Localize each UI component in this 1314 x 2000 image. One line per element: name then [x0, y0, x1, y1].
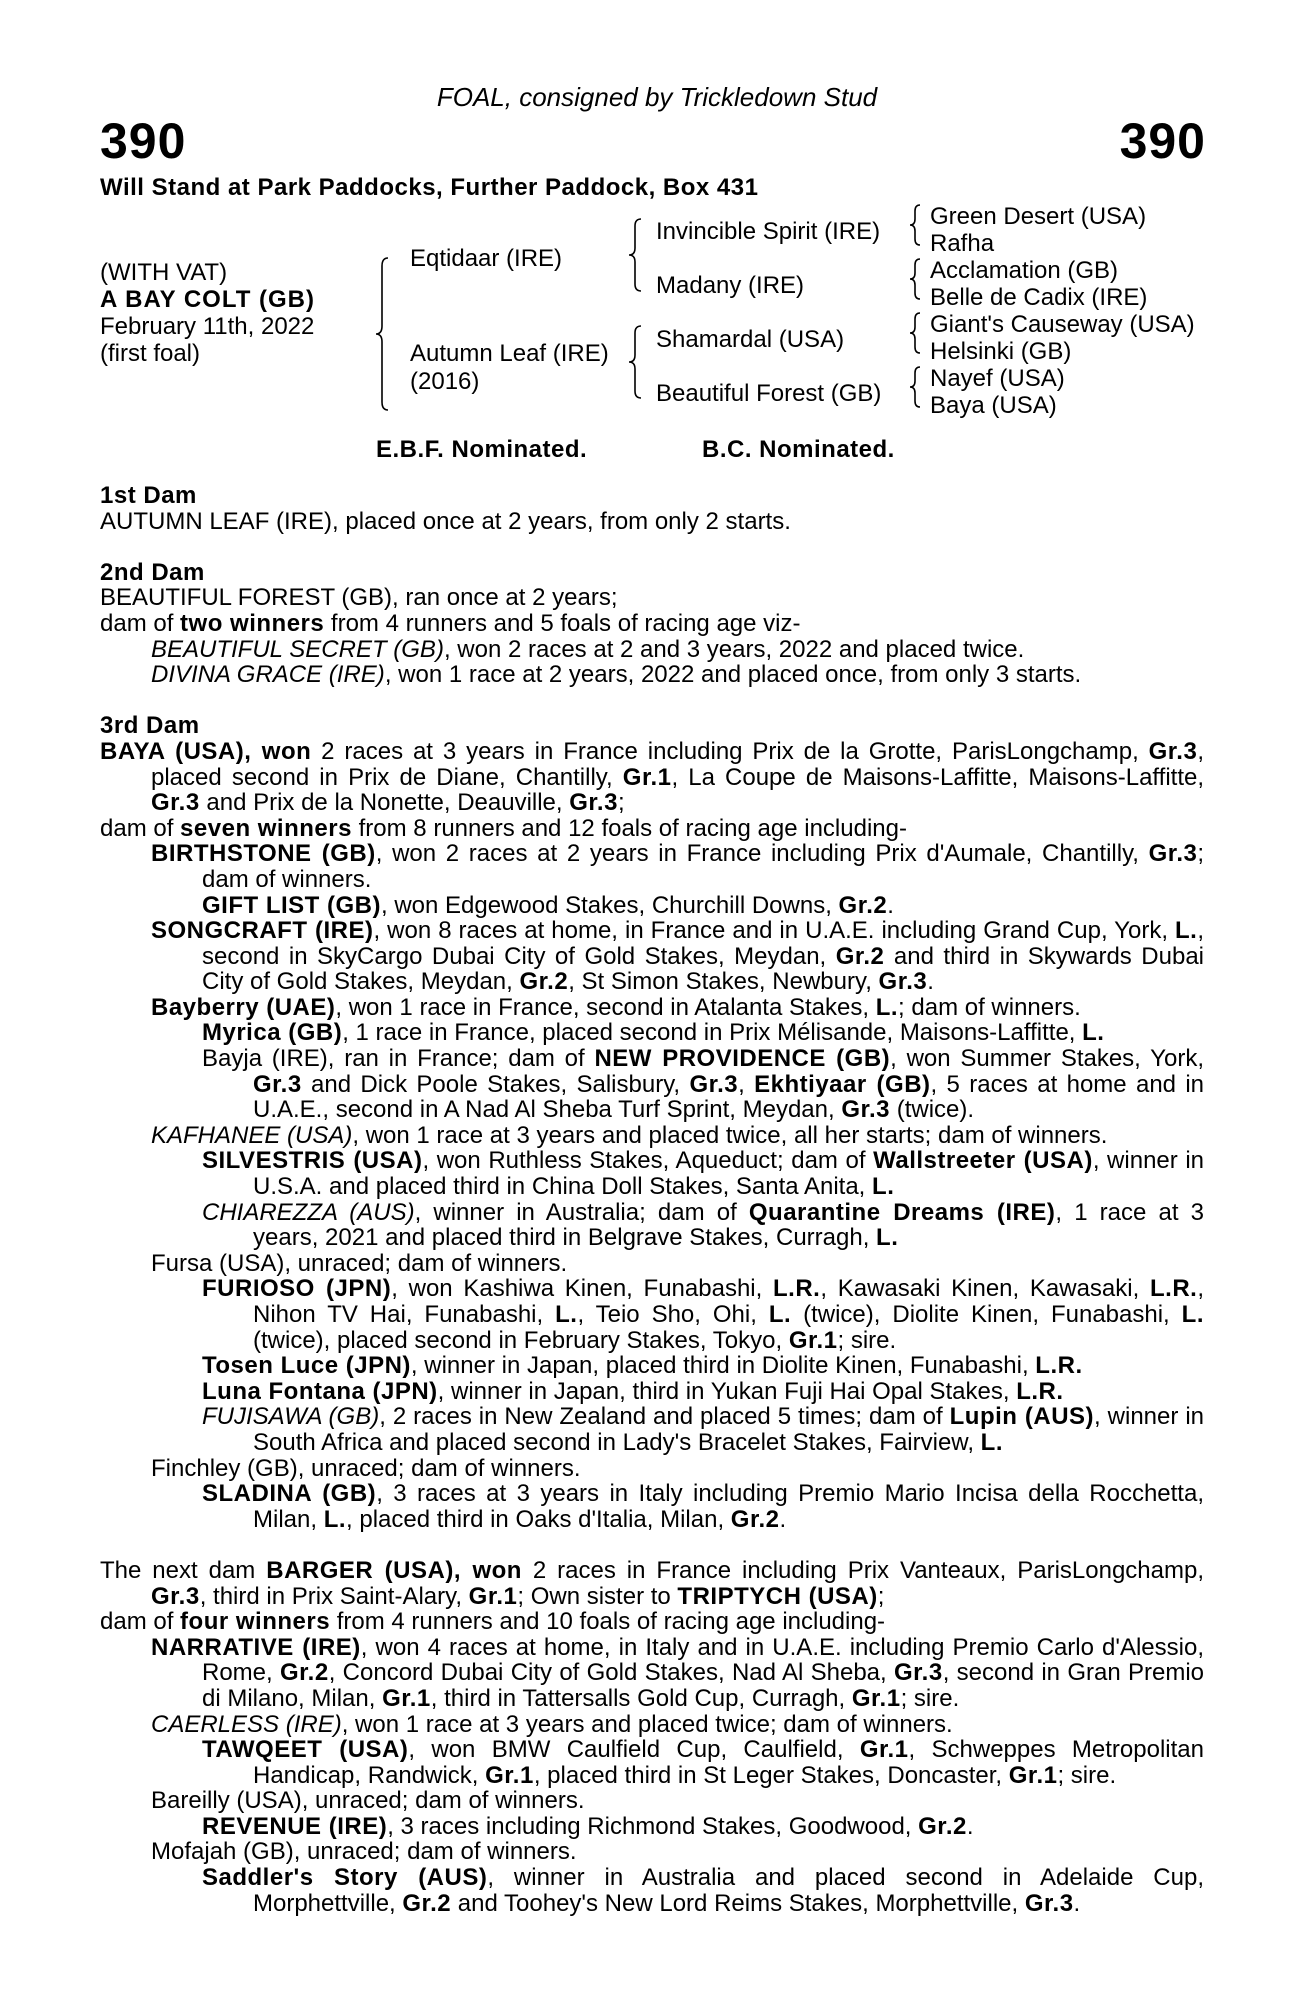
progeny-entry: CAERLESS (IRE), won 1 race at 3 years and placed twice; dam of winners.	[151, 1710, 953, 1738]
sire-dam-sire: Acclamation (GB)	[930, 257, 1119, 284]
next-dam-produce: dam of four winners from 4 runners and 10 foals of racing age including-	[100, 1608, 886, 1636]
progeny-entry: BIRTHSTONE (GB), won 2 races at 2 years in France including Prix d'Aumale, Chantilly, Gr.3; dam of winners.	[151, 840, 1205, 893]
sire-name: Eqtidaar (IRE)	[410, 245, 563, 272]
progeny-entry: NARRATIVE (IRE), won 4 races at home, in Italy and in U.A.E. including Premio Carlo d'Alessio, Rome, Gr.2, Concord Dubai City of Gold Stakes, Nad Al Sheba, Gr.3, second in Gran Premio di Milano, Milan, Gr.1, third in Tattersalls Gold Cup, Curragh, Gr.1; sire.	[151, 1633, 1204, 1712]
progeny-entry: Saddler's Story (AUS), winner in Australia and placed second in Adelaide Cup, Morphettville, Gr.2 and Toohey's New Lord Reims Stakes, Morphettville, Gr.3.	[202, 1864, 1204, 1917]
progeny-entry: REVENUE (IRE), 3 races including Richmond Stakes, Goodwood, Gr.2.	[202, 1812, 974, 1840]
lot-name: A BAY COLT (GB)	[100, 286, 316, 313]
dam-sire-sire: Giant's Causeway (USA)	[930, 311, 1195, 338]
stand-location: Will Stand at Park Paddocks, Further Paddock, Box 431	[100, 174, 759, 201]
progeny-entry: Fursa (USA), unraced; dam of winners.	[151, 1249, 568, 1277]
sire-dam-dam: Belle de Cadix (IRE)	[930, 284, 1148, 311]
third-dam-line: BAYA (USA), won 2 races at 3 years in France including Prix de la Grotte, ParisLongchamp, Gr.3, placed second in Prix de Diane, Chantilly, Gr.1, La Coupe de Maisons-Laffitte, Maisons-Laffitte, Gr.3 and Prix de la Nonette, Deauville, Gr.3;	[100, 737, 1205, 817]
bc-nomination: B.C. Nominated.	[702, 436, 895, 463]
progeny-entry: Bareilly (USA), unraced; dam of winners.	[151, 1787, 585, 1815]
first-dam-text: AUTUMN LEAF (IRE), placed once at 2 years, from only 2 starts.	[100, 507, 791, 535]
dam-year: (2016)	[410, 368, 480, 395]
progeny-entry: Finchley (GB), unraced; dam of winners.	[151, 1454, 581, 1482]
first-dam-heading: 1st Dam	[100, 482, 197, 509]
second-dam-produce: dam of two winners from 4 runners and 5 foals of racing age viz-	[100, 609, 801, 637]
next-dam-line: The next dam BARGER (USA), won 2 races in France including Prix Vanteaux, ParisLongchamp, Gr.3, third in Prix Saint-Alary, Gr.1; Own sister to TRIPTYCH (USA);	[100, 1556, 1204, 1610]
dam-dam-sire: Nayef (USA)	[930, 365, 1065, 392]
lot-number-right: 390	[1119, 113, 1206, 169]
second-dam-progeny: DIVINA GRACE (IRE), won 1 race at 2 years, 2022 and placed once, from only 3 starts.	[151, 661, 1082, 689]
foaling-date: February 11th, 2022	[100, 313, 315, 340]
progeny-entry: Bayja (IRE), ran in France; dam of NEW PROVIDENCE (GB), won Summer Stakes, York, Gr.3 and Dick Poole Stakes, Salisbury, Gr.3, Ekhtiyaar (GB), 5 races at home and in U.A.E., second in A Nad Al Sheba Turf Sprint, Meydan, Gr.3 (twice).	[202, 1045, 1205, 1124]
progeny-entry: FUJISAWA (GB), 2 races in New Zealand and placed 5 times; dam of Lupin (AUS), winner in South Africa and placed second in Lady's Bracelet Stakes, Fairview, L.	[202, 1403, 1205, 1456]
second-dam-progeny: BEAUTIFUL SECRET (GB), won 2 races at 2 and 3 years, 2022 and placed twice.	[151, 635, 1025, 663]
progeny-entry: Tosen Luce (JPN), winner in Japan, placed third in Diolite Kinen, Funabashi, L.R.	[202, 1352, 1083, 1380]
progeny-entry: KAFHANEE (USA), won 1 race at 3 years and placed twice, all her starts; dam of winners.	[151, 1121, 1108, 1149]
progeny-entry: Myrica (GB), 1 race in France, placed second in Prix Mélisande, Maisons-Laffitte, L.	[202, 1019, 1105, 1047]
progeny-entry: Luna Fontana (JPN), winner in Japan, third in Yukan Fuji Hai Opal Stakes, L.R.	[202, 1377, 1064, 1405]
progeny-entry: Bayberry (UAE), won 1 race in France, second in Atalanta Stakes, L.; dam of winners.	[151, 993, 1081, 1021]
dam-name: Autumn Leaf (IRE)	[410, 340, 609, 367]
foal-note: (first foal)	[100, 340, 201, 367]
second-dam-heading: 2nd Dam	[100, 558, 205, 586]
dam-dam-dam: Baya (USA)	[930, 392, 1057, 419]
sire-sire: Invincible Spirit (IRE)	[656, 218, 881, 245]
progeny-entry: GIFT LIST (GB), won Edgewood Stakes, Churchill Downs, Gr.2.	[202, 891, 894, 919]
catalogue-body	[100, 483, 1204, 1916]
vat-note: (WITH VAT)	[100, 259, 228, 286]
dam-dam: Beautiful Forest (GB)	[656, 380, 882, 407]
progeny-entry: TAWQEET (USA), won BMW Caulfield Cup, Caulfield, Gr.1, Schweppes Metropolitan Handicap, Randwick, Gr.1, placed third in St Leger Stakes, Doncaster, Gr.1; sire.	[202, 1736, 1204, 1789]
dam-sire: Shamardal (USA)	[656, 326, 845, 353]
progeny-entry: CHIAREZZA (AUS), winner in Australia; dam of Quarantine Dreams (IRE), 1 race at 3 years, 2021 and placed third in Belgrave Stakes, Curragh, L.	[202, 1198, 1204, 1252]
sire-sire-dam: Rafha	[930, 230, 995, 257]
lot-number-left: 390	[100, 113, 187, 169]
progeny-entry: SILVESTRIS (USA), won Ruthless Stakes, Aqueduct; dam of Wallstreeter (USA), winner in U.S.A. and placed third in China Doll Stakes, Santa Anita, L.	[202, 1147, 1205, 1201]
progeny-entry: FURIOSO (JPN), won Kashiwa Kinen, Funabashi, L.R., Kawasaki Kinen, Kawasaki, L.R., Nihon TV Hai, Funabashi, L., Teio Sho, Ohi, L. (twice), Diolite Kinen, Funabashi, L. (twice), placed second in February Stakes, Tokyo, Gr.1; sire.	[202, 1275, 1204, 1354]
third-dam-produce: dam of seven winners from 8 runners and 12 foals of racing age including-	[100, 814, 907, 842]
sire-sire-sire: Green Desert (USA)	[930, 203, 1147, 230]
progeny-entry: Mofajah (GB), unraced; dam of winners.	[151, 1838, 577, 1866]
progeny-entry: SLADINA (GB), 3 races at 3 years in Italy including Premio Mario Incisa della Rocchetta, Milan, L., placed third in Oaks d'Italia, Milan, Gr.2.	[202, 1480, 1204, 1533]
ebf-nomination: E.B.F. Nominated.	[376, 436, 588, 463]
dam-sire-dam: Helsinki (GB)	[930, 338, 1072, 365]
second-dam-line: BEAUTIFUL FOREST (GB), ran once at 2 years;	[100, 584, 618, 612]
progeny-entry: SONGCRAFT (IRE), won 8 races at home, in France and in U.A.E. including Grand Cup, York, L., second in SkyCargo Dubai City of Gold Stakes, Meydan, Gr.2 and third in Skywards Dubai City of Gold Stakes, Meydan, Gr.2, St Simon Stakes, Newbury, Gr.3.	[151, 917, 1205, 996]
third-dam-heading: 3rd Dam	[100, 712, 200, 740]
sire-dam: Madany (IRE)	[656, 272, 805, 299]
consignment-line: FOAL, consigned by Trickledown Stud	[436, 82, 878, 112]
